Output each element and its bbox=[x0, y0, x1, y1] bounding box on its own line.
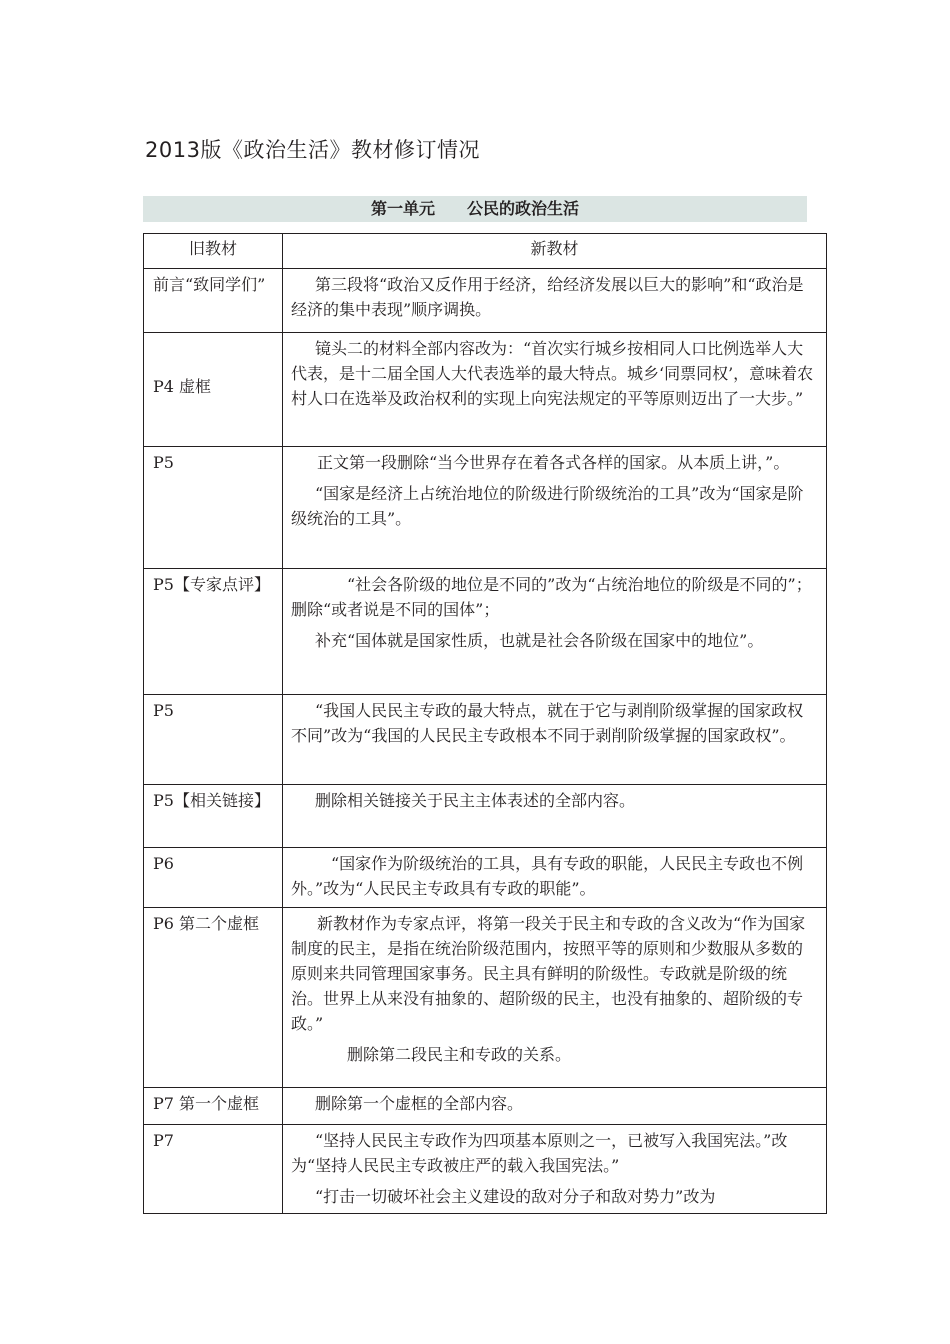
table-row bbox=[144, 569, 827, 695]
old-cell bbox=[144, 333, 283, 447]
new-cell bbox=[283, 333, 827, 447]
new-paragraph: “社会各阶级的地位是不同的”改为“占统治地位的阶级是不同的”；删除“或者说是不同的国体”； bbox=[291, 575, 812, 619]
new-cell bbox=[283, 908, 827, 1088]
table-row bbox=[144, 908, 827, 1088]
new-paragraph: “国家是经济上占统治地位的阶级进行阶级统治的工具”改为“国家是阶级统治的工具”。 bbox=[291, 484, 804, 528]
new-cell bbox=[283, 269, 827, 333]
unit-banner: 第一单元 公民的政治生活 bbox=[143, 196, 807, 222]
new-paragraph: 删除第一个虚框的全部内容。 bbox=[315, 1094, 524, 1113]
new-paragraph: 补充“国体就是国家性质，也就是社会各阶级在国家中的地位”。 bbox=[315, 631, 764, 650]
new-cell bbox=[283, 785, 827, 848]
table-row bbox=[144, 447, 827, 569]
old-cell: P7 第一个虚框 bbox=[144, 1088, 283, 1125]
new-cell bbox=[283, 1088, 827, 1125]
old-cell: P5 bbox=[144, 447, 283, 569]
new-paragraph: 新教材作为专家点评，将第一段关于民主和专政的含义改为“作为国家制度的民主，是指在统治阶级范围内，按照平等的原则和少数服从多数的原则来共同管理国家事务。民主具有鲜明的阶级性。专政就是阶级的统治。世界上从来没有抽象的、超阶级的民主，也没有抽象的、超阶级的专政。” bbox=[291, 914, 806, 1033]
old-cell: P6 bbox=[144, 848, 283, 908]
old-cell: P6 第二个虚框 bbox=[144, 908, 283, 1088]
new-paragraph: 镜头二的材料全部内容改为：“首次实行城乡按相同人口比例选举人大代表，是十二届全国人大代表选举的最大特点。城乡‘同票同权’，意味着农村人口在选举及政治权利的实现上向宪法规定的平等原则迈出了一大步。” bbox=[291, 339, 814, 408]
new-cell bbox=[283, 848, 827, 908]
new-paragraph: “国家作为阶级统治的工具，具有专政的职能，人民民主专政也不例外。”改为“人民民主专政具有专政的职能”。 bbox=[291, 854, 804, 898]
new-paragraph: 删除第二段民主和专政的关系。 bbox=[347, 1045, 572, 1064]
header-old-textbook: 旧教材 bbox=[144, 234, 283, 269]
header-new-textbook: 新教材 bbox=[283, 234, 827, 269]
new-paragraph: “我国人民民主专政的最大特点，就在于它与剥削阶级掌握的国家政权不同”改为“我国的人民民主专政根本不同于剥削阶级掌握的国家政权”。 bbox=[291, 701, 804, 745]
new-paragraph: 正文第一段删除“当今世界存在着各式各样的国家。从本质上讲，”。 bbox=[317, 453, 790, 472]
table-row bbox=[144, 333, 827, 447]
revision-table bbox=[143, 233, 827, 1214]
new-paragraph: 删除相关链接关于民主主体表述的全部内容。 bbox=[315, 791, 636, 810]
new-paragraph: “坚持人民民主专政作为四项基本原则之一，已被写入我国宪法。”改为“坚持人民民主专政被庄严的载入我国宪法。” bbox=[291, 1131, 788, 1175]
new-cell bbox=[283, 1125, 827, 1214]
old-cell-text: P4 虚框 bbox=[153, 377, 212, 396]
new-cell bbox=[283, 569, 827, 695]
table-row bbox=[144, 1125, 827, 1214]
table-header-row bbox=[144, 234, 827, 269]
table-row bbox=[144, 269, 827, 333]
table-row bbox=[144, 1088, 827, 1125]
new-paragraph: “打击一切破坏社会主义建设的敌对分子和敌对势力”改为 bbox=[315, 1187, 716, 1206]
table-row bbox=[144, 785, 827, 848]
old-cell: P7 bbox=[144, 1125, 283, 1214]
new-cell bbox=[283, 447, 827, 569]
table-row bbox=[144, 695, 827, 785]
page-title: 2013版《政治生活》教材修订情况 bbox=[145, 138, 480, 162]
new-cell bbox=[283, 695, 827, 785]
table-row bbox=[144, 848, 827, 908]
old-cell: P5【相关链接】 bbox=[144, 785, 283, 848]
old-cell: P5【专家点评】 bbox=[144, 569, 283, 695]
old-cell: P5 bbox=[144, 695, 283, 785]
old-cell: 前言“致同学们” bbox=[144, 269, 283, 333]
new-paragraph: 第三段将“政治又反作用于经济，给经济发展以巨大的影响”和“政治是经济的集中表现”顺序调换。 bbox=[291, 275, 804, 319]
